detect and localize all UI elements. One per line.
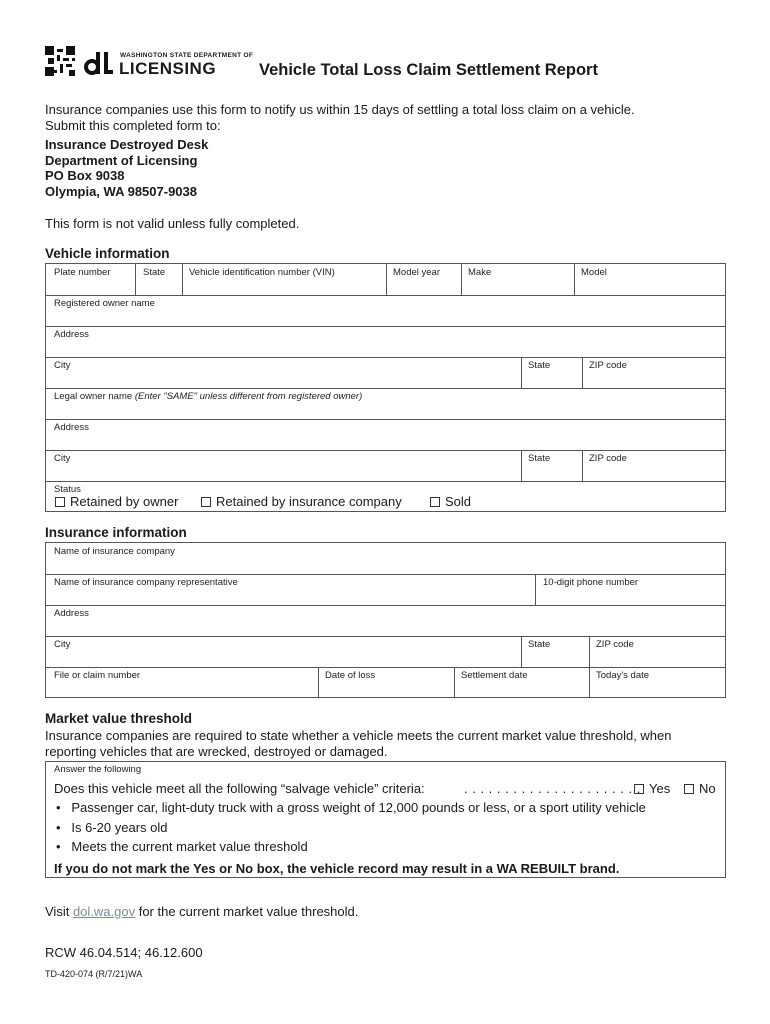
insurance-section-title: Insurance information <box>45 525 187 540</box>
checkbox-icon <box>55 497 65 507</box>
insurance-city-field[interactable]: City <box>54 639 71 650</box>
form-id: TD-420-074 (R/7/21)WA <box>45 969 143 979</box>
criteria-item: • Meets the current market value threshold <box>56 839 308 854</box>
checkbox-icon <box>634 784 644 794</box>
insurance-info-box <box>45 542 726 698</box>
vehicle-state-field[interactable]: State <box>143 267 166 278</box>
legal-owner-city-field[interactable]: City <box>54 453 71 464</box>
make-field[interactable]: Make <box>468 267 492 278</box>
address-line-4: Olympia, WA 98507-9038 <box>45 184 197 199</box>
leader-dots: . . . . . . . . . . . . . . . . . . . . . . <box>464 781 641 796</box>
registered-owner-zip-field[interactable]: ZIP code <box>589 360 627 371</box>
registered-owner-state-field[interactable]: State <box>528 360 551 371</box>
criteria-item: • Passenger car, light-duty truck with a gross weight of 12,000 pounds or less, or a sport utility vehicle <box>56 800 646 815</box>
vehicle-section-title: Vehicle information <box>45 246 170 261</box>
criteria-item: • Is 6-20 years old <box>56 820 168 835</box>
rcw-reference: RCW 46.04.514; 46.12.600 <box>45 945 203 960</box>
market-value-box <box>45 761 726 878</box>
salvage-question: Does this vehicle meet all the following “salvage vehicle” criteria: <box>54 781 425 796</box>
yes-option[interactable]: Yes <box>634 781 670 796</box>
model-field[interactable]: Model <box>581 267 607 278</box>
address-line-2: Department of Licensing <box>45 153 198 168</box>
intro-line-2: Submit this completed form to: <box>45 118 221 133</box>
vin-field[interactable]: Vehicle identification number (VIN) <box>189 267 335 278</box>
vehicle-info-box <box>45 263 726 512</box>
dol-logo-icon <box>84 48 114 76</box>
intro-line-1: Insurance companies use this form to notify us within 15 days of settling a total loss claim on a vehicle. <box>45 102 635 117</box>
rebuilt-warning: If you do not mark the Yes or No box, the vehicle record may result in a WA REBUILT brand. <box>54 861 620 876</box>
status-sold[interactable]: Sold <box>430 494 471 509</box>
barcode-icon <box>45 46 75 76</box>
date-of-loss-field[interactable]: Date of loss <box>325 670 376 681</box>
visit-line: Visit dol.wa.gov for the current market value threshold. <box>45 904 359 919</box>
model-year-field[interactable]: Model year <box>393 267 440 278</box>
market-section-title: Market value threshold <box>45 711 193 726</box>
insurance-rep-field[interactable]: Name of insurance company representative <box>54 577 238 588</box>
checkbox-icon <box>201 497 211 507</box>
insurance-company-field[interactable]: Name of insurance company <box>54 546 175 557</box>
plate-number-field[interactable]: Plate number <box>54 267 111 278</box>
answer-label: Answer the following <box>54 764 142 775</box>
address-line-1: Insurance Destroyed Desk <box>45 137 209 152</box>
dol-website-link[interactable]: dol.wa.gov <box>72 904 136 919</box>
insurance-state-field[interactable]: State <box>528 639 551 650</box>
todays-date-field[interactable]: Today's date <box>596 670 650 681</box>
legal-owner-zip-field[interactable]: ZIP code <box>589 453 627 464</box>
registered-owner-address-field[interactable]: Address <box>54 329 89 340</box>
status-retained-insurer[interactable]: Retained by insurance company <box>201 494 402 509</box>
market-desc-2: reporting vehicles that are wrecked, destroyed or damaged. <box>45 744 388 759</box>
legal-owner-note: (Enter "SAME" unless different from registered owner) <box>134 391 363 402</box>
insurance-address-field[interactable]: Address <box>54 608 89 619</box>
registered-owner-city-field[interactable]: City <box>54 360 71 371</box>
checkbox-icon <box>684 784 694 794</box>
agency-name-small: WASHINGTON STATE DEPARTMENT OF <box>120 52 254 59</box>
validity-note: This form is not valid unless fully completed. <box>45 216 300 231</box>
agency-name: LICENSING <box>119 59 217 78</box>
status-label: Status <box>54 484 81 495</box>
phone-number-field[interactable]: 10-digit phone number <box>543 577 639 588</box>
status-retained-owner[interactable]: Retained by owner <box>55 494 178 509</box>
no-option[interactable]: No <box>684 781 716 796</box>
legal-owner-state-field[interactable]: State <box>528 453 551 464</box>
legal-owner-address-field[interactable]: Address <box>54 422 89 433</box>
legal-owner-field[interactable] <box>54 391 362 402</box>
registered-owner-field[interactable]: Registered owner name <box>54 298 155 309</box>
page-title: Vehicle Total Loss Claim Settlement Report <box>259 61 598 79</box>
legal-owner-label: Legal owner name <box>54 391 133 402</box>
address-line-3: PO Box 9038 <box>45 168 125 183</box>
insurance-zip-field[interactable]: ZIP code <box>596 639 634 650</box>
market-desc-1: Insurance companies are required to state whether a vehicle meets the current market value threshold, when <box>45 728 672 743</box>
settlement-date-field[interactable]: Settlement date <box>461 670 528 681</box>
checkbox-icon <box>430 497 440 507</box>
claim-number-field[interactable]: File or claim number <box>54 670 141 681</box>
